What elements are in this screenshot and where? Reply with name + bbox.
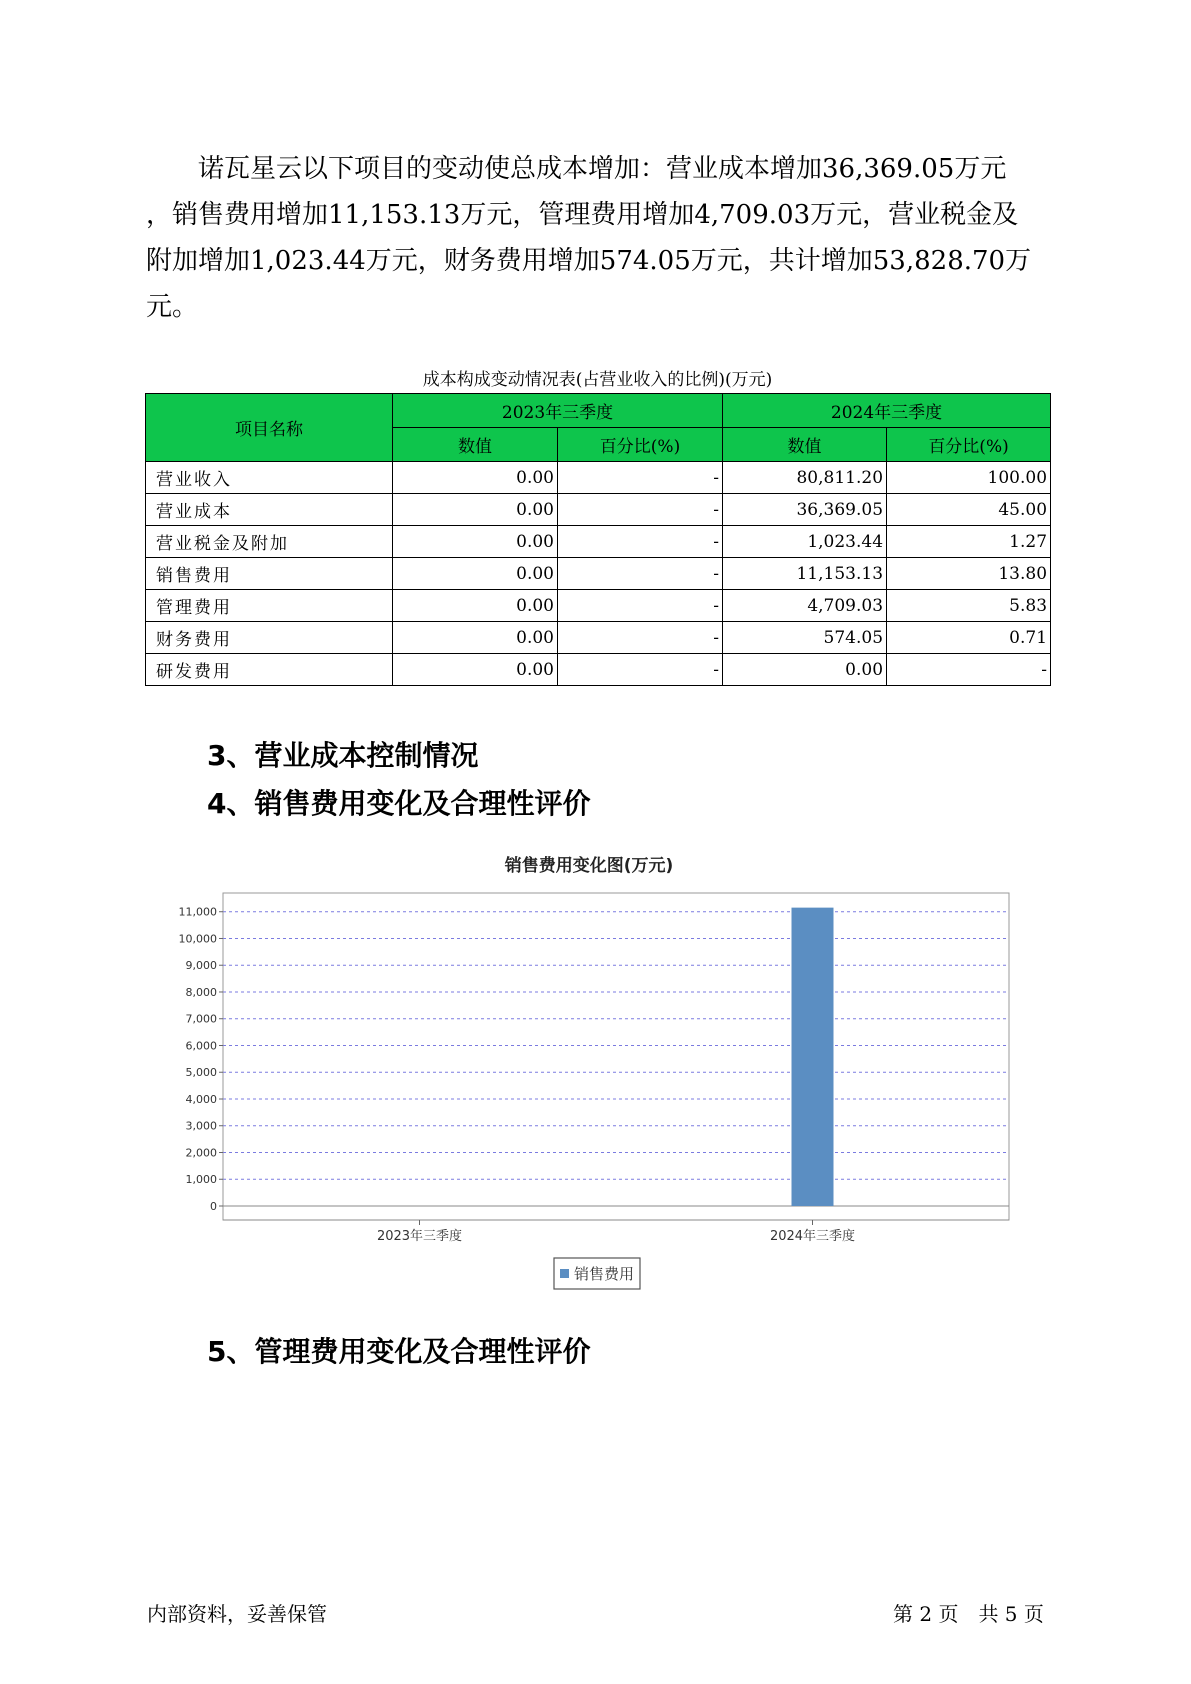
y-tick-labels: [179, 906, 218, 1213]
row-percent-2023: -: [558, 558, 723, 590]
table-caption: 成本构成变动情况表(占营业收入的比例)(万元): [422, 370, 773, 390]
row-percent-2023: -: [558, 526, 723, 558]
row-percent-2024: 13.80: [887, 558, 1051, 590]
row-name: 研发费用: [146, 654, 393, 686]
x-tick-label: 2024年三季度: [769, 1229, 856, 1244]
y-tick-label: 11,000: [178, 905, 217, 919]
row-name: 营业收入: [146, 462, 393, 494]
row-percent-2024: 1.27: [887, 526, 1051, 558]
bar: [792, 908, 834, 1206]
row-value-2023: 0.00: [393, 622, 558, 654]
cost-structure-table: [145, 393, 1051, 686]
row-value-2024: 4,709.03: [723, 590, 887, 622]
plot-area: [223, 893, 1009, 1220]
header-item-name: 项目名称: [146, 394, 393, 462]
header-percent: 百分比(%): [887, 428, 1051, 462]
row-percent-2024: 45.00: [887, 494, 1051, 526]
row-percent-2023: -: [558, 654, 723, 686]
chart-svg: [145, 840, 1025, 1300]
row-value-2023: 0.00: [393, 526, 558, 558]
table-row: [146, 654, 1051, 686]
header-period-2023: 2023年三季度: [393, 394, 723, 428]
row-percent-2023: -: [558, 494, 723, 526]
y-tick-label: 10,000: [178, 932, 217, 946]
chart-title: 销售费用变化图(万元): [504, 856, 674, 876]
row-name: 管理费用: [146, 590, 393, 622]
legend-label: 销售费用: [574, 1265, 635, 1283]
row-value-2024: 574.05: [723, 622, 887, 654]
y-tick-label: 6,000: [185, 1039, 217, 1053]
sales-expense-chart: [145, 840, 1025, 1300]
section-heading-3: 3、营业成本控制情况: [207, 739, 479, 772]
header-value: 数值: [393, 428, 558, 462]
row-name: 销售费用: [146, 558, 393, 590]
y-tick-label: 9,000: [185, 959, 217, 973]
x-tick-labels: [377, 1220, 855, 1244]
table-row: [146, 526, 1051, 558]
footer-page-number: 第 2 页 共 5 页: [893, 1602, 1044, 1626]
row-name: 营业成本: [146, 494, 393, 526]
row-percent-2023: -: [558, 462, 723, 494]
grid-lines: [219, 912, 1009, 1220]
paragraph-line: 附加增加1,023.44万元，财务费用增加574.05万元，共计增加53,828.70万: [146, 246, 1032, 276]
paragraph-line: ，销售费用增加11,153.13万元，管理费用增加4,709.03万元，营业税金及: [146, 200, 1019, 230]
analysis-paragraph: [146, 146, 1058, 330]
y-tick-label: 3,000: [185, 1119, 217, 1133]
paragraph-line: 元。: [146, 292, 199, 322]
y-tick-label: 0: [210, 1200, 217, 1213]
header-percent: 百分比(%): [558, 428, 723, 462]
section-heading-5: 5、管理费用变化及合理性评价: [207, 1335, 591, 1368]
row-percent-2024: -: [887, 654, 1051, 686]
table-row: [146, 590, 1051, 622]
row-percent-2023: -: [558, 622, 723, 654]
row-value-2024: 0.00: [723, 654, 887, 686]
table-row: [146, 622, 1051, 654]
table-row: [146, 462, 1051, 494]
y-tick-label: 7,000: [185, 1012, 217, 1026]
row-value-2024: 11,153.13: [723, 558, 887, 590]
bars: [792, 908, 834, 1206]
footer-left: 内部资料，妥善保管: [147, 1602, 327, 1626]
legend-swatch: [560, 1269, 569, 1278]
row-name: 财务费用: [146, 622, 393, 654]
row-value-2024: 1,023.44: [723, 526, 887, 558]
chart-legend: [554, 1258, 640, 1289]
row-percent-2024: 0.71: [887, 622, 1051, 654]
y-tick-label: 2,000: [185, 1146, 217, 1160]
x-tick-label: 2023年三季度: [376, 1229, 463, 1244]
y-tick-label: 4,000: [185, 1092, 217, 1106]
table-row: [146, 558, 1051, 590]
section-heading-4: 4、销售费用变化及合理性评价: [207, 787, 591, 820]
row-percent-2023: -: [558, 590, 723, 622]
paragraph-line: 诺瓦星云以下项目的变动使总成本增加：营业成本增加36,369.05万元: [198, 154, 1007, 184]
row-value-2023: 0.00: [393, 590, 558, 622]
row-value-2023: 0.00: [393, 558, 558, 590]
row-value-2024: 36,369.05: [723, 494, 887, 526]
y-tick-label: 1,000: [185, 1173, 217, 1187]
y-tick-label: 8,000: [185, 985, 217, 999]
row-value-2024: 80,811.20: [723, 462, 887, 494]
y-tick-label: 5,000: [185, 1066, 217, 1080]
header-period-2024: 2024年三季度: [723, 394, 1051, 428]
row-name: 营业税金及附加: [146, 526, 393, 558]
row-value-2023: 0.00: [393, 462, 558, 494]
header-value: 数值: [723, 428, 887, 462]
table-row: [146, 494, 1051, 526]
row-value-2023: 0.00: [393, 654, 558, 686]
row-value-2023: 0.00: [393, 494, 558, 526]
row-percent-2024: 100.00: [887, 462, 1051, 494]
row-percent-2024: 5.83: [887, 590, 1051, 622]
